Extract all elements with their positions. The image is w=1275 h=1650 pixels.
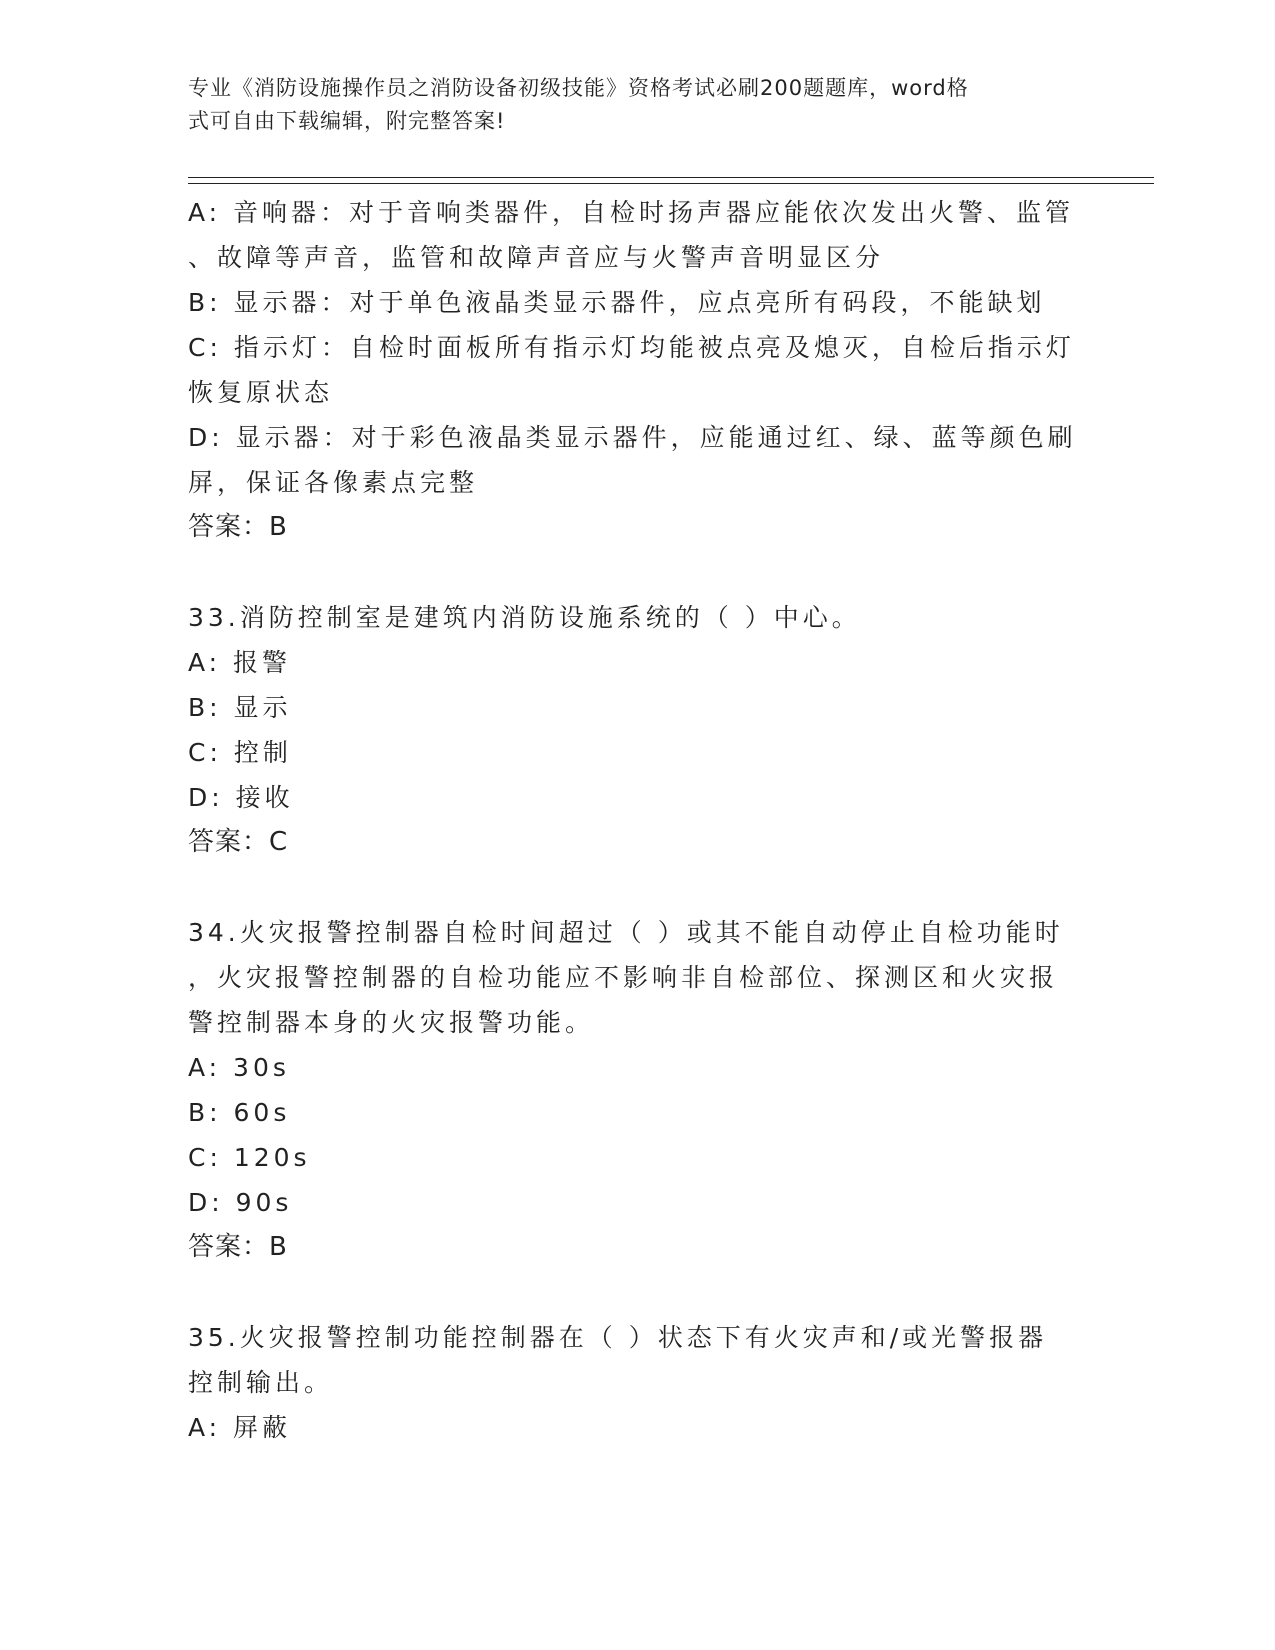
answer-34: 答案：B [188, 1232, 288, 1262]
question-34-line-3: 警控制器本身的火灾报警功能。 [188, 1008, 595, 1037]
question-34-block [188, 910, 1088, 1270]
question-33-block [188, 595, 1088, 865]
option-d: D: 90s [188, 1188, 293, 1217]
question-34-line-1: 34.火灾报警控制器自检时间超过（ ）或其不能自动停止自检功能时 [188, 918, 1064, 947]
question-34-line-2: ，火灾报警控制器的自检功能应不影响非自检部位、探测区和火灾报 [188, 963, 1059, 992]
option-d: D: 接收 [188, 783, 294, 812]
option-d-line-2: 屏，保证各像素点完整 [188, 468, 479, 497]
document-header [188, 72, 1068, 138]
question-list [188, 190, 1088, 1450]
header-line-2: 式可自由下载编辑，附完整答案! [188, 109, 506, 133]
option-c: C: 控制 [188, 738, 292, 767]
answer-32: 答案：B [188, 512, 288, 542]
spacer [188, 865, 1088, 910]
question-32-block [188, 190, 1088, 550]
option-c-line-2: 恢复原状态 [188, 378, 334, 407]
option-c: C: 120s [188, 1143, 311, 1172]
option-a: A: 报警 [188, 648, 292, 677]
option-b: B: 显示器：对于单色液晶类显示器件，应点亮所有码段，不能缺划 [188, 288, 1046, 317]
spacer [188, 1270, 1088, 1315]
answer-33: 答案：C [188, 827, 289, 857]
question-35-line-2: 控制输出。 [188, 1368, 334, 1397]
header-divider-bottom [188, 183, 1154, 184]
option-a: A: 屏蔽 [188, 1413, 292, 1442]
header-line-1: 专业《消防设施操作员之消防设备初级技能》资格考试必刷200题题库，word格 [188, 76, 969, 100]
question-35-line-1: 35.火灾报警控制功能控制器在（ ）状态下有火灾声和/或光警报器 [188, 1323, 1048, 1352]
option-a-line-1: A: 音响器：对于音响类器件，自检时扬声器应能依次发出火警、监管 [188, 198, 1075, 227]
option-c-line-1: C: 指示灯：自检时面板所有指示灯均能被点亮及熄灭，自检后指示灯 [188, 333, 1075, 362]
option-d-line-1: D: 显示器：对于彩色液晶类显示器件，应能通过红、绿、蓝等颜色刷 [188, 423, 1077, 452]
spacer [188, 550, 1088, 595]
option-a-line-2: 、故障等声音，监管和故障声音应与火警声音明显区分 [188, 243, 885, 272]
header-divider-top [188, 177, 1154, 178]
option-b: B: 显示 [188, 693, 292, 722]
question-35-block [188, 1315, 1088, 1450]
option-b: B: 60s [188, 1098, 291, 1127]
option-a: A: 30s [188, 1053, 290, 1082]
question-33-text: 33.消防控制室是建筑内消防设施系统的（ ）中心。 [188, 603, 861, 632]
